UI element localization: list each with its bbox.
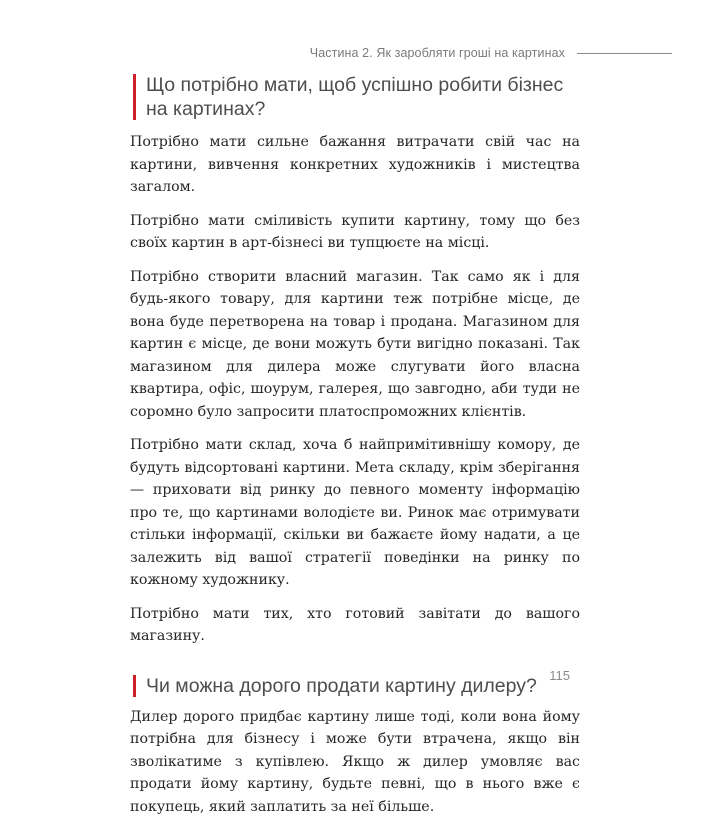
section-heading-1: Що потрібно мати, щоб успішно робити бізнес на картинах? (130, 73, 580, 121)
paragraph: Потрібно створити власний магазин. Так само як і для будь-якого товару, для картини теж потрібне місце, де вона буде перетворена на товар і продана. Магазином для картин є місце, де вони можуть бути вигідно показані. Так магазином для дилера може слугувати його власна квартира, офіс, шоурум, галерея, що завгодно, аби туди не соромно було запросити платоспроможних клієнтів. (130, 268, 580, 420)
running-header-rule (577, 53, 672, 54)
page-number: 115 (549, 668, 570, 683)
paragraph: Дилер дорого придбає картину лише тоді, коли вона йому потрібна для бізнесу і може бути втрачена, якщо він зволікатиме з купівлею. Якщо ж дилер умовляє вас продати йому картину, будьте певні, що в нього вже є покупець, який заплатить за неї більше. (130, 708, 580, 815)
running-header-title: Частина 2. Як заробляти гроші на картинах (309, 46, 565, 60)
paragraph: Потрібно мати сміливість купити картину, тому що без своїх картин в арт-бізнесі ви тупцюєте на місці. (130, 212, 580, 251)
section-heading-2: Чи можна дорого продати картину дилеру? (130, 674, 580, 698)
paragraph: Потрібно мати склад, хоча б найпримітивнішу комору, де будуть відсортовані картини. Мета складу, крім зберігання — приховати від ринку до певного моменту інформацію про те, що картинами володієте ви. Ринок має отримувати стільки інформації, скільки ви бажаєте йому надати, а це залежить від вашої стратегії поведінки на ринку по кожному художнику. (130, 437, 580, 588)
page-content (130, 73, 580, 829)
paragraph: Потрібно мати сильне бажання витрачати свій час на картини, вивчення конкретних художників і мистецтва загалом. (130, 134, 580, 195)
running-header (310, 43, 672, 63)
paragraph: Потрібно мати тих, хто готовий завітати до вашого магазину. (130, 605, 580, 644)
